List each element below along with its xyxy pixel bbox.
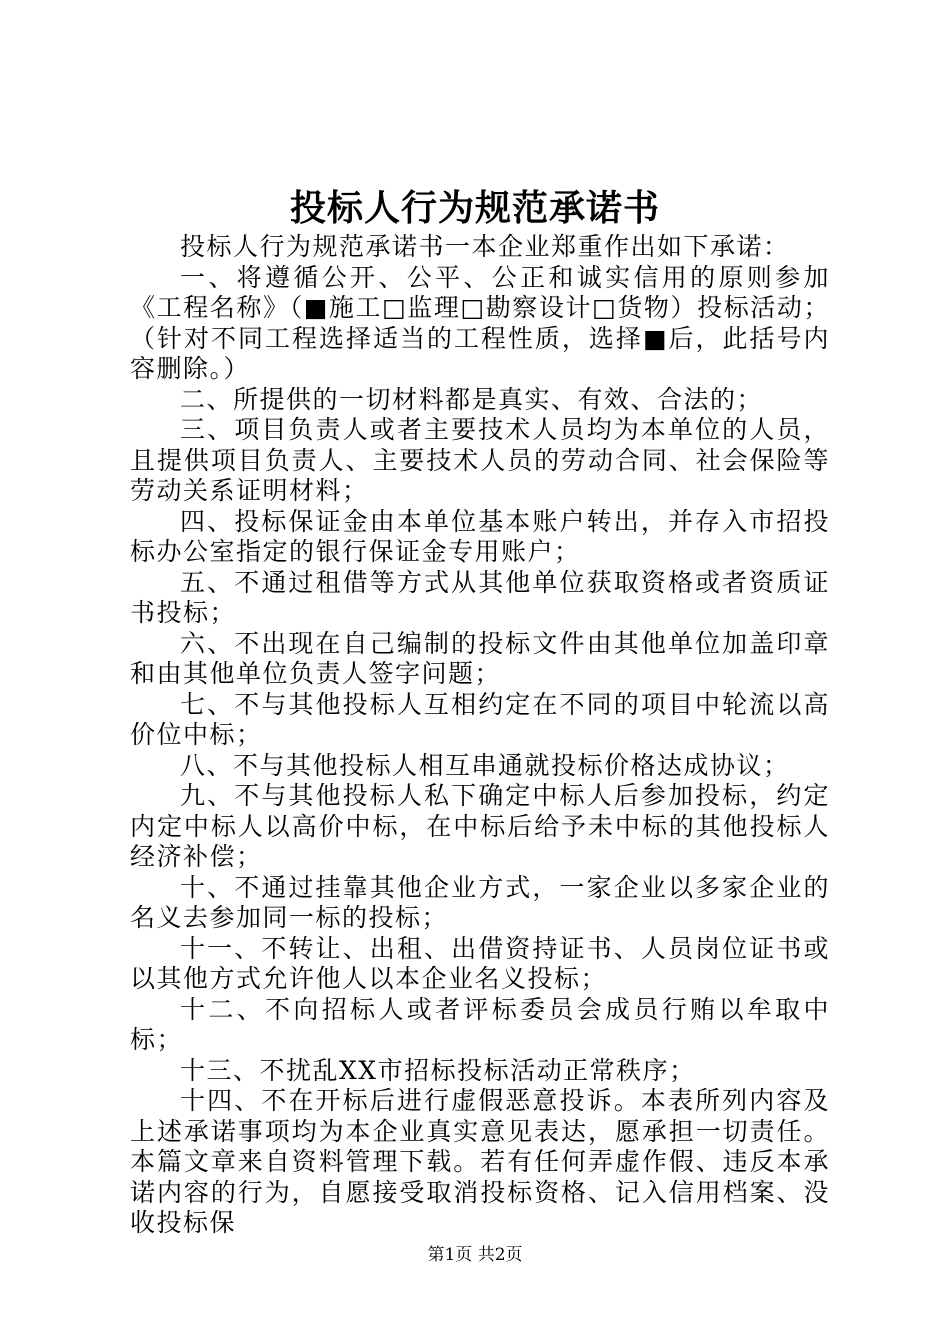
paragraph-item-12: 十二、不向招标人或者评标委员会成员行贿以牟取中标； [130, 994, 830, 1054]
paragraph-item-5: 五、不通过租借等方式从其他单位获取资格或者资质证书投标； [130, 567, 830, 627]
paragraph-item-10: 十、不通过挂靠其他企业方式，一家企业以多家企业的名义去参加同一标的投标； [130, 872, 830, 932]
document-title: 投标人行为规范承诺书 [289, 187, 660, 229]
page-number-footer: 第1页 共2页 [427, 1245, 523, 1265]
paragraph-item-11: 十一、不转让、出租、出借资持证书、人员岗位证书或以其他方式允许他人以本企业名义投标； [130, 933, 830, 993]
paragraph-intro: 投标人行为规范承诺书一本企业郑重作出如下承诺： [180, 232, 790, 261]
paragraph-item-6: 六、不出现在自己编制的投标文件由其他单位加盖印章和由其他单位负责人签字问题； [130, 628, 830, 688]
paragraph-item-8: 八、不与其他投标人相互串通就投标价格达成协议； [180, 750, 790, 780]
paragraph-item-9: 九、不与其他投标人私下确定中标人后参加投标，约定内定中标人以高价中标，在中标后给予未中标的其他投标人经济补偿； [130, 781, 830, 871]
paragraph-item-14: 十四、不在开标后进行虚假恶意投诉。本表所列内容及上述承诺事项均为本企业真实意见表达，愿承担一切责任。本篇文章来自资料管理下载。若有任何弄虚作假、违反本承诺内容的行为，自愿接受取消投标资格、记入信用档案、没收投标保 [130, 1086, 830, 1237]
paragraph-item-7: 七、不与其他投标人互相约定在不同的项目中轮流以高价位中标； [130, 689, 830, 749]
paragraph-item-3: 三、项目负责人或者主要技术人员均为本单位的人员，且提供项目负责人、主要技术人员的劳动合同、社会保险等劳动关系证明材料； [130, 415, 830, 505]
paragraph-item-13: 十三、不扰乱XX市招标投标活动正常秩序； [180, 1055, 696, 1085]
paragraph-item-4: 四、投标保证金由本单位基本账户转出，并存入市招投标办公室指定的银行保证金专用账户； [130, 506, 830, 566]
document-body [130, 232, 830, 1239]
paragraph-item-1: 一、将遵循公开、公平、公正和诚实信用的原则参加《工程名称》（■施工□监理□勘察设计□货物）投标活动；（针对不同工程选择适当的工程性质，选择■后，此括号内容删除。） [130, 262, 830, 383]
paragraph-item-2: 二、所提供的一切材料都是真实、有效、合法的； [180, 384, 764, 414]
